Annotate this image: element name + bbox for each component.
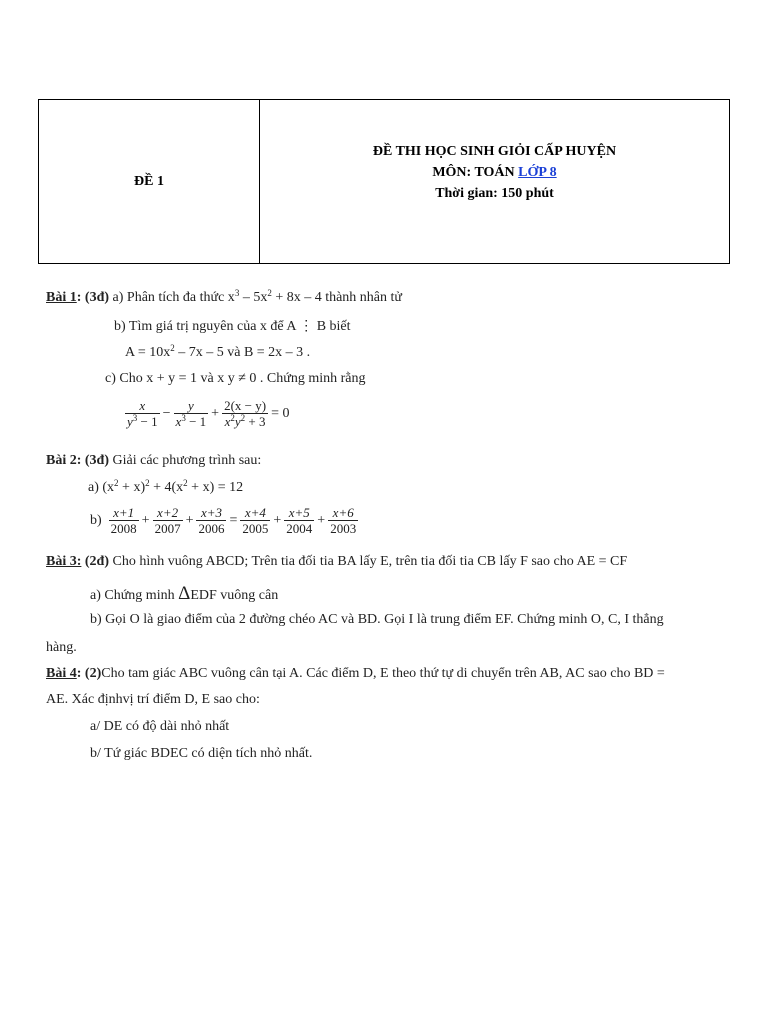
fraction: $\frac{y}{x^3 - 1}$: [175, 398, 207, 429]
exam-subject: [432, 162, 556, 183]
bai4-label: Bài 4: [46, 666, 77, 681]
bai4-line-a: a/ DE có độ dài nhỏ nhất: [90, 719, 230, 734]
bai1-line-c: c) Cho x + y = 1 và x y ≠ 0 . Chứng minh rằng: [105, 371, 366, 386]
bai2-points: (3đ): [84, 453, 110, 468]
bai3-line-b2: hàng.: [46, 640, 77, 655]
bai4-line-b: b/ Tứ giác BDEC có diện tích nhỏ nhất.: [90, 746, 313, 761]
bai4-points: (2): [84, 666, 102, 681]
subject-prefix: MÔN: TOÁN: [432, 165, 519, 180]
fraction: $\frac{2(x - y)}{x^2y^2 + 3}$: [224, 398, 267, 429]
exam-number: ĐỀ 1: [39, 100, 260, 263]
exam-time: Thời gian: 150 phút: [435, 186, 554, 201]
bai1-line-b2: $A = 10x^2 - 7x - 5$ và B = 2x – 3 .: [125, 343, 311, 360]
bai3-line-a: a) Chứng minh ΔEDF vuông cân: [90, 583, 279, 604]
bai3-label: Bài 3:: [46, 554, 82, 569]
exam-title: ĐỀ THI HỌC SINH GIỎI CẤP HUYỆN: [372, 144, 617, 159]
delta-symbol: Δ: [178, 583, 191, 604]
bai2-line-b: b) $\frac{x+1}{2008}$ + $\frac{x+2}{2007}$ + $\frac{x+3}{2006}$ = $\frac{x+4}{2005}$ + $\frac{x+5}{2004}$ + $\frac{x+6}{2003}$: [90, 505, 357, 536]
bai2-label: Bài 2:: [46, 453, 82, 468]
bai1-equation: $\frac{x}{y^3 - 1}$ − $\frac{y}{x^3 - 1}$ + $\frac{2(x - y)}{x^2y^2 + 3}$ = 0: [127, 398, 290, 429]
bai2-line-a: a) $(x^2 + x)^2 + 4(x^2 + x) = 12$: [88, 478, 244, 495]
fraction: $\frac{x+2}{2007}$: [154, 505, 181, 536]
fraction: $\frac{x+3}{2006}$: [198, 505, 225, 536]
bai1-line-b1: b) Tìm giá trị nguyên của x để A ⋮ B biết: [114, 319, 351, 334]
fraction: $\frac{x}{y^3 - 1}$: [127, 398, 158, 429]
bai4-intro1: Bài 4: (2)Cho tam giác ABC vuông cân tại A. Các điểm D, E theo thứ tự di chuyển trên AB, AC sao cho BD =: [46, 666, 665, 681]
bai3-points: (2đ): [84, 554, 110, 569]
fraction: $\frac{x+6}{2003}$: [330, 505, 357, 536]
bai1-points: (3đ): [84, 290, 110, 305]
grade-link[interactable]: LỚP 8: [518, 165, 557, 180]
bai1-line-a: Bài 1: (3đ) a) Phân tích đa thức $x^3 - 5x^2 + 8x - 4$ thành nhân tử: [46, 288, 403, 305]
header-table: [38, 99, 730, 264]
exam-title-cell: [260, 100, 729, 263]
bai4-intro2: AE. Xác địnhvị trí điểm D, E sao cho:: [46, 692, 260, 707]
bai1-label: Bài 1: [46, 290, 77, 305]
bai2-intro: Bài 2: (3đ) Giải các phương trình sau:: [46, 453, 262, 468]
fraction: $\frac{x+1}{2008}$: [110, 505, 137, 536]
bai3-line-b1: b) Gọi O là giao điểm của 2 đường chéo AC và BD. Gọi I là trung điểm EF. Chứng minh O, C, I thẳng: [90, 612, 664, 627]
fraction: $\frac{x+5}{2004}$: [286, 505, 313, 536]
bai3-intro: Bài 3: (2đ) Cho hình vuông ABCD; Trên tia đối tia BA lấy E, trên tia đối tia CB lấy F sao cho AE = CF: [46, 554, 628, 569]
fraction: $\frac{x+4}{2005}$: [242, 505, 269, 536]
